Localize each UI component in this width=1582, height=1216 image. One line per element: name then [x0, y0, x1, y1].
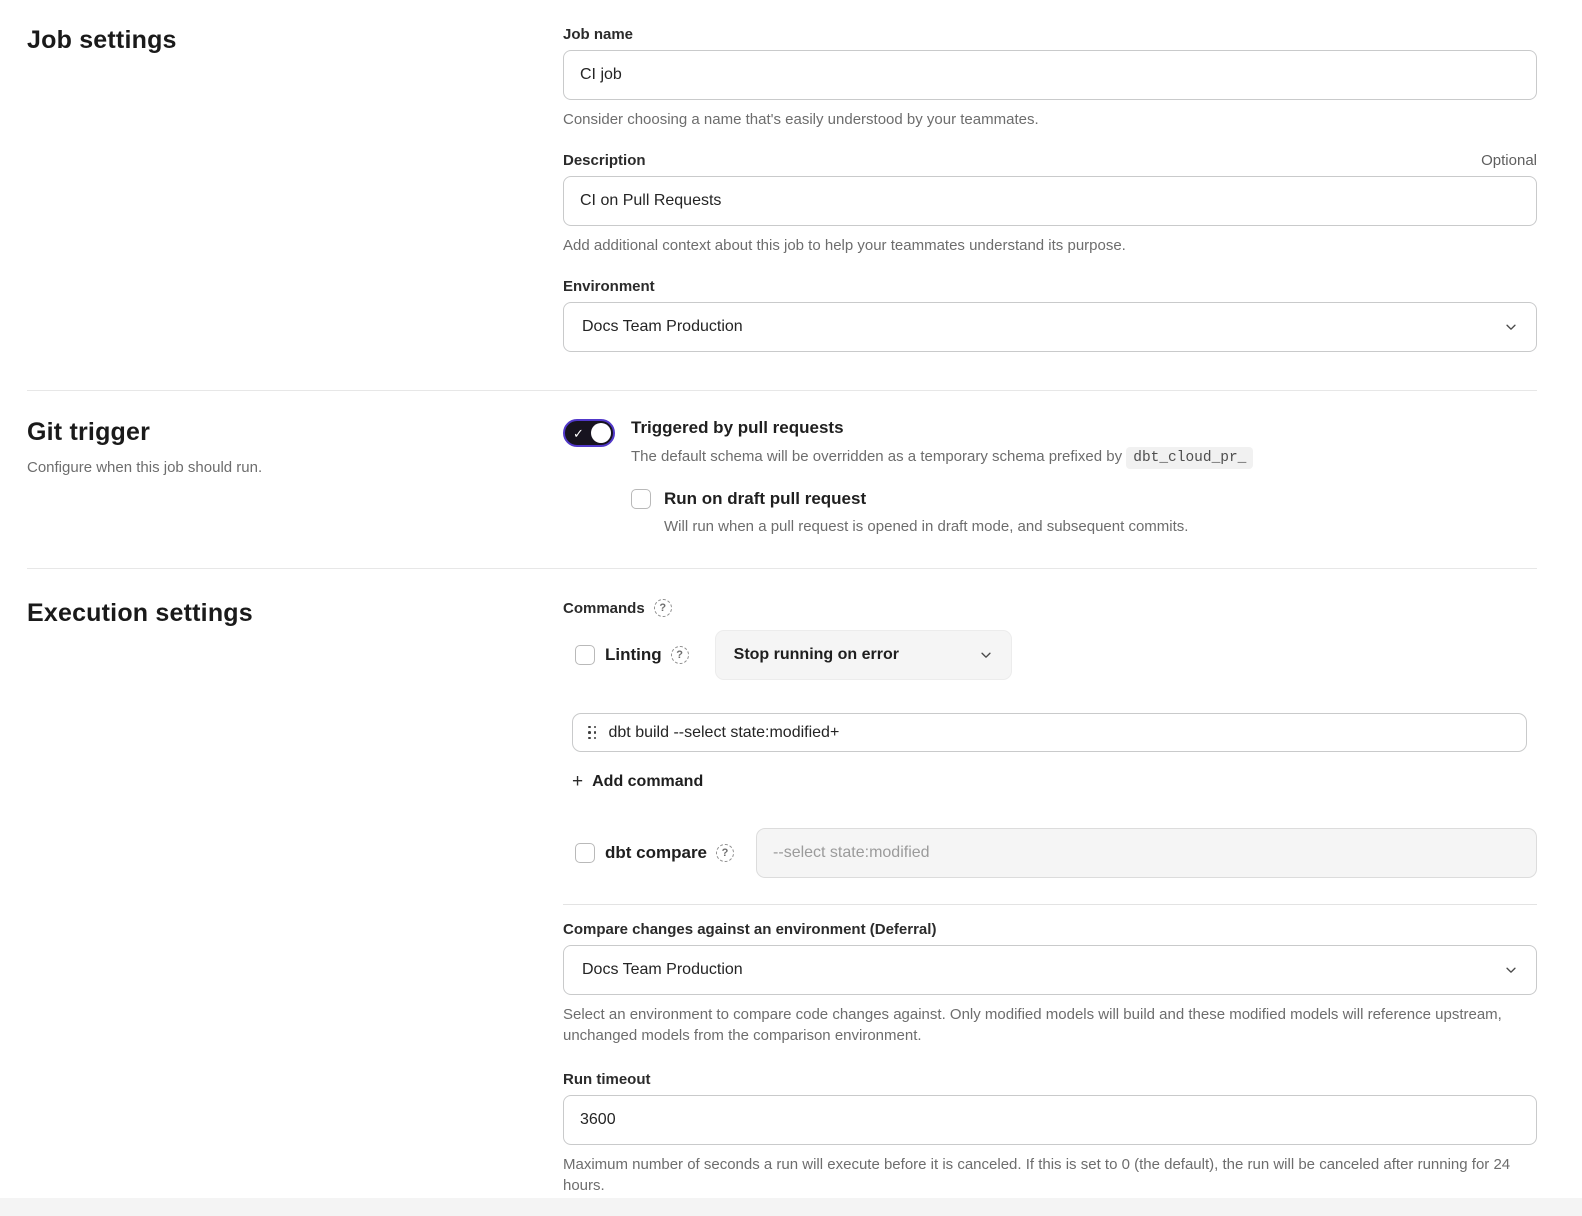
- pr-trigger-toggle[interactable]: [563, 419, 615, 447]
- draft-pr-block: [631, 489, 1537, 535]
- deferral-select[interactable]: [563, 945, 1537, 995]
- execution-settings-header: [27, 599, 563, 1196]
- job-name-input[interactable]: [563, 50, 1537, 100]
- git-trigger-header: [27, 418, 563, 535]
- commands-label-row: [563, 599, 1537, 617]
- linting-help-icon[interactable]: ?: [671, 646, 689, 664]
- run-timeout-label: Run timeout: [563, 1071, 651, 1088]
- linting-checkbox[interactable]: [575, 645, 595, 665]
- linting-row: [563, 630, 1537, 680]
- add-command-button[interactable]: [572, 772, 703, 791]
- add-command-label: Add command: [592, 772, 704, 790]
- draft-pr-checkbox[interactable]: [631, 489, 651, 509]
- schema-prefix-code: dbt_cloud_pr_: [1126, 447, 1253, 469]
- job-settings-header: [27, 26, 563, 352]
- description-helper: Add additional context about this job to help your teammates understand its purpose.: [563, 237, 1126, 254]
- environment-field: [563, 278, 1537, 352]
- draft-pr-helper: Will run when a pull request is opened in draft mode, and subsequent commits.: [664, 518, 1189, 535]
- git-trigger-title: Git trigger: [27, 418, 151, 446]
- linting-mode-value: Stop running on error: [733, 646, 899, 663]
- run-timeout-field: [563, 1071, 1537, 1196]
- deferral-helper: Select an environment to compare code changes against. Only modified models will build and these modified models will reference upstream, unchanged models from the comparison environment.: [563, 1006, 1502, 1044]
- execution-settings-fields: [563, 599, 1537, 1196]
- pr-trigger-row: [563, 418, 1537, 469]
- job-settings-title: Job settings: [27, 26, 177, 54]
- dbt-compare-label: dbt compare: [605, 843, 708, 862]
- pr-trigger-text: [631, 418, 1537, 469]
- drag-handle-icon[interactable]: [588, 726, 597, 740]
- description-input[interactable]: [563, 176, 1537, 226]
- deferral-label: Compare changes against an environment (Deferral): [563, 921, 937, 938]
- dbt-compare-checkbox[interactable]: [575, 843, 595, 863]
- section-execution-settings: [27, 569, 1537, 1196]
- check-icon: ✓: [573, 425, 584, 441]
- description-label: Description: [563, 152, 646, 169]
- environment-select[interactable]: [563, 302, 1537, 352]
- job-name-field: [563, 26, 1537, 130]
- environment-select-value: Docs Team Production: [582, 318, 743, 335]
- deferral-select-value: Docs Team Production: [582, 961, 743, 978]
- section-git-trigger: [27, 391, 1537, 568]
- optional-badge: Optional: [1481, 152, 1537, 169]
- environment-label: Environment: [563, 278, 655, 295]
- linting-label: Linting: [605, 645, 662, 664]
- command-input[interactable]: [609, 724, 1515, 742]
- chevron-down-icon: [1504, 963, 1518, 977]
- linting-mode-dropdown[interactable]: [715, 630, 1012, 680]
- chevron-down-icon: [979, 648, 993, 662]
- commands-label: Commands: [563, 599, 645, 617]
- job-name-label: Job name: [563, 26, 634, 43]
- job-name-helper: Consider choosing a name that's easily understood by your teammates.: [563, 111, 1039, 128]
- execution-settings-title: Execution settings: [27, 599, 253, 627]
- pr-trigger-helper: [631, 446, 1537, 469]
- job-settings-fields: [563, 26, 1537, 352]
- section-job-settings: [27, 0, 1537, 390]
- chevron-down-icon: [1504, 320, 1518, 334]
- draft-pr-label: Run on draft pull request: [664, 489, 867, 508]
- git-trigger-subtitle: Configure when this job should run.: [27, 459, 263, 476]
- pr-trigger-label: Triggered by pull requests: [631, 418, 844, 437]
- run-timeout-input[interactable]: [563, 1095, 1537, 1145]
- run-timeout-helper: Maximum number of seconds a run will execute before it is canceled. If this is set to 0 (the default), the run will be canceled after running for 24 hours.: [563, 1156, 1511, 1194]
- git-trigger-fields: [563, 418, 1537, 535]
- page-bottom-edge: [0, 1198, 1582, 1216]
- toggle-knob: [591, 423, 611, 443]
- description-label-row: [563, 152, 1537, 169]
- dbt-compare-help-icon[interactable]: ?: [716, 844, 734, 862]
- description-field: [563, 152, 1537, 256]
- dbt-compare-input[interactable]: [756, 828, 1537, 878]
- commands-help-icon[interactable]: ?: [654, 599, 672, 617]
- pr-trigger-helper-text: The default schema will be overridden as a temporary schema prefixed by: [631, 448, 1123, 465]
- deferral-field: [563, 921, 1537, 1046]
- draft-pr-row: [631, 489, 1537, 509]
- execution-sub-divider: [563, 904, 1537, 905]
- plus-icon: +: [572, 771, 584, 792]
- dbt-compare-row: [563, 828, 1537, 878]
- command-row: [572, 713, 1527, 752]
